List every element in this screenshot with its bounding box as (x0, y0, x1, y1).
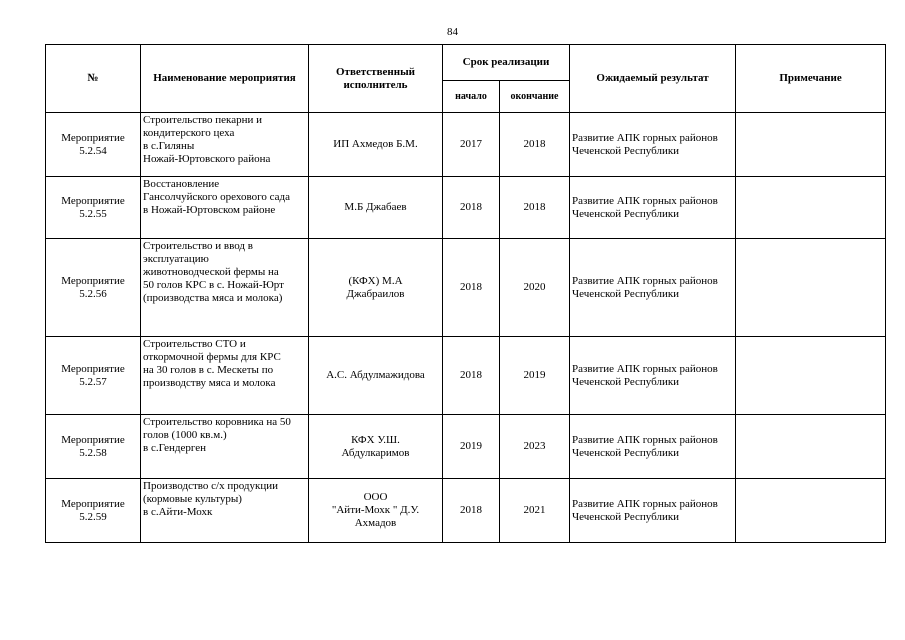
expected-result-line: Чеченской Республики (572, 446, 680, 459)
activity-name-line: животноводческой фермы на (143, 266, 279, 278)
expected-result-line: Развитие АПК горных районов (572, 274, 718, 287)
expected-result (570, 415, 736, 479)
activity-name-line: Строительство коровника на 50 (143, 416, 291, 428)
table-row (46, 239, 886, 337)
activity-name-line: в с.Айти-Мохк (143, 506, 213, 518)
activity-name-line: в с.Гендерген (143, 442, 206, 454)
header-start: начало (443, 81, 500, 113)
activity-id-number: 5.2.58 (79, 446, 107, 459)
table-row (46, 415, 886, 479)
activity-name (141, 479, 309, 543)
header-activity-name: Наименование мероприятия (141, 45, 309, 113)
expected-result-line: Развитие АПК горных районов (572, 433, 718, 446)
activity-name-line: голов (1000 кв.м.) (143, 429, 227, 441)
end-year: 2023 (500, 415, 570, 479)
expected-result-line: Чеченской Республики (572, 510, 680, 523)
activity-id-label: Мероприятие (61, 194, 125, 207)
activity-id (46, 239, 141, 337)
table-row (46, 337, 886, 415)
activity-name-line: эксплуатацию (143, 253, 209, 265)
responsible-executor (309, 479, 443, 543)
activity-name-line: 50 голов КРС в с. Ножай-Юрт (143, 279, 284, 291)
responsible-line: Абдулкаримов (341, 446, 410, 459)
expected-result (570, 177, 736, 239)
end-year: 2018 (500, 177, 570, 239)
activity-id-number: 5.2.54 (79, 144, 107, 157)
start-year: 2019 (443, 415, 500, 479)
activity-name (141, 415, 309, 479)
activity-name-line: (кормовые культуры) (143, 493, 242, 505)
activity-name-line: Строительство и ввод в (143, 240, 253, 252)
activity-name (141, 113, 309, 177)
activity-name-line: Гансолчуйского орехового сада (143, 191, 290, 203)
activity-name (141, 337, 309, 415)
responsible-line: А.С. Абдулмажидова (326, 369, 425, 381)
activity-id-number: 5.2.55 (79, 207, 107, 220)
activity-name-line: в с.Гиляны (143, 140, 195, 152)
activities-table (45, 44, 886, 543)
activity-name-line: Восстановление (143, 178, 220, 190)
table-row (46, 479, 886, 543)
responsible-line: ИП Ахмедов Б.М. (333, 138, 418, 150)
activity-id-label: Мероприятие (61, 274, 125, 287)
activity-name-line: Ножай-Юртовского района (143, 153, 271, 165)
activity-id (46, 177, 141, 239)
activity-name-line: (производства мяса и молока) (143, 292, 283, 304)
page-number: 84 (447, 26, 458, 38)
activity-name-line: Строительство пекарни и (143, 114, 263, 126)
start-year: 2018 (443, 177, 500, 239)
activity-name-line: производству мяса и молока (143, 377, 276, 389)
activity-id (46, 415, 141, 479)
activity-id-label: Мероприятие (61, 131, 125, 144)
header-end: окончание (500, 81, 570, 113)
expected-result-line: Развитие АПК горных районов (572, 497, 718, 510)
activity-id-number: 5.2.56 (79, 287, 107, 300)
expected-result-line: Чеченской Республики (572, 287, 680, 300)
end-year: 2019 (500, 337, 570, 415)
note (736, 113, 886, 177)
responsible-line: "Айти-Мохк " Д.У. (331, 504, 420, 516)
expected-result-line: Чеченской Республики (572, 144, 680, 157)
header-number: № (46, 45, 141, 113)
header-responsible: Ответственный исполнитель (309, 45, 443, 113)
note (736, 415, 886, 479)
responsible-line: М.Б Джабаев (344, 201, 407, 213)
responsible-line: КФХ У.Ш. (351, 433, 400, 446)
start-year: 2018 (443, 479, 500, 543)
expected-result-line: Чеченской Республики (572, 375, 680, 388)
activity-id (46, 113, 141, 177)
header-term: Срок реализации (443, 45, 570, 81)
expected-result-line: Развитие АПК горных районов (572, 362, 718, 375)
expected-result-line: Развитие АПК горных районов (572, 194, 718, 207)
end-year: 2020 (500, 239, 570, 337)
activity-name-line: откормочной фермы для КРС (143, 351, 281, 363)
note (736, 239, 886, 337)
responsible-line: (КФХ) М.А (348, 274, 403, 287)
header-expected-result: Ожидаемый результат (570, 45, 736, 113)
responsible-executor (309, 337, 443, 415)
table-row (46, 113, 886, 177)
activity-name-line: Производство с/х продукции (143, 480, 278, 492)
start-year: 2017 (443, 113, 500, 177)
note (736, 337, 886, 415)
activity-id-label: Мероприятие (61, 362, 125, 375)
activity-name (141, 239, 309, 337)
activity-name-line: на 30 голов в с. Мескеты по (143, 364, 274, 376)
expected-result (570, 337, 736, 415)
start-year: 2018 (443, 337, 500, 415)
expected-result (570, 113, 736, 177)
note (736, 479, 886, 543)
table-row (46, 177, 886, 239)
activity-id-number: 5.2.57 (79, 375, 107, 388)
activity-name-line: кондитерского цеха (143, 127, 235, 139)
start-year: 2018 (443, 239, 500, 337)
responsible-line: Ахмадов (354, 517, 397, 529)
responsible-executor (309, 415, 443, 479)
header-note: Примечание (736, 45, 886, 113)
note (736, 177, 886, 239)
end-year: 2021 (500, 479, 570, 543)
expected-result-line: Чеченской Республики (572, 207, 680, 220)
activity-id (46, 479, 141, 543)
responsible-executor (309, 177, 443, 239)
activity-id-label: Мероприятие (61, 433, 125, 446)
expected-result (570, 479, 736, 543)
expected-result (570, 239, 736, 337)
responsible-executor (309, 113, 443, 177)
activity-name (141, 177, 309, 239)
activity-name-line: Строительство СТО и (143, 338, 246, 350)
expected-result-line: Развитие АПК горных районов (572, 131, 718, 144)
activity-id-label: Мероприятие (61, 497, 125, 510)
responsible-executor (309, 239, 443, 337)
activity-id-number: 5.2.59 (79, 510, 107, 523)
responsible-line: ООО (363, 491, 388, 503)
activity-name-line: в Ножай-Юртовском районе (143, 204, 276, 216)
end-year: 2018 (500, 113, 570, 177)
responsible-line: Джабраилов (346, 287, 405, 300)
activity-id (46, 337, 141, 415)
